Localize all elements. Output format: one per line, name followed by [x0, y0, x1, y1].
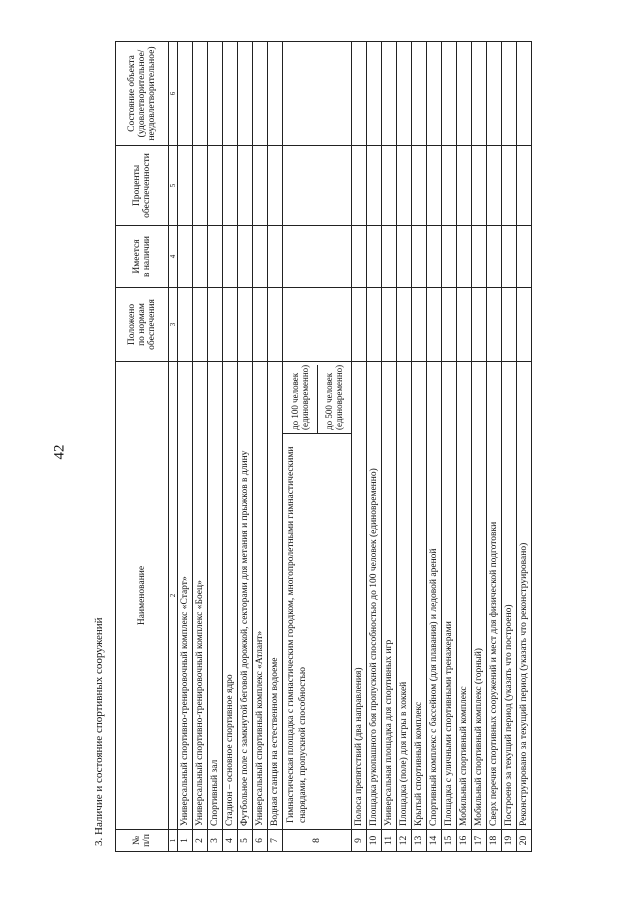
capacity-option: до 100 человек (единовременно)	[289, 364, 310, 430]
empty-value-cell	[442, 288, 457, 362]
header-cell: Имеется в наличии	[116, 226, 169, 288]
empty-value-cell	[208, 146, 223, 226]
table-row	[223, 42, 238, 852]
row-name: Гимнастическая площадка с гимнастическим городком, многопролетными гимнастическими снарядами, пропускной способностью	[286, 446, 308, 823]
empty-value-cell	[238, 146, 253, 226]
table-row	[427, 42, 442, 852]
empty-value-cell	[382, 288, 397, 362]
table-row	[193, 42, 208, 852]
empty-value-cell	[397, 288, 412, 362]
empty-value-cell	[283, 42, 352, 146]
empty-value-cell	[208, 226, 223, 288]
empty-value-cell	[427, 146, 442, 226]
empty-value-cell	[442, 42, 457, 146]
empty-value-cell	[442, 146, 457, 226]
empty-value-cell	[268, 288, 283, 362]
empty-value-cell	[223, 288, 238, 362]
empty-value-cell	[397, 42, 412, 146]
empty-value-cell	[193, 42, 208, 146]
row-name: Спортивный зал	[208, 362, 223, 830]
empty-value-cell	[502, 146, 517, 226]
row-number: 16	[457, 830, 472, 852]
empty-value-cell	[352, 288, 367, 362]
row-number: 20	[517, 830, 532, 852]
row-name: Площадка рукопашного боя пропускной способностью до 100 человек (единовременно)	[367, 362, 382, 830]
empty-value-cell	[382, 146, 397, 226]
row-number: 3	[208, 830, 223, 852]
empty-value-cell	[427, 226, 442, 288]
column-number-row	[169, 42, 178, 852]
empty-value-cell	[238, 288, 253, 362]
table-body	[178, 42, 532, 852]
row-name: Мобильный спортивный комплекс (горный)	[472, 362, 487, 830]
empty-value-cell	[268, 226, 283, 288]
empty-value-cell	[178, 42, 193, 146]
capacity-options	[283, 365, 351, 434]
row-name: Универсальный спортивно-тренировочный комплекс «Боец»	[193, 362, 208, 830]
table-row	[238, 42, 253, 852]
row-number: 7	[268, 830, 283, 852]
empty-value-cell	[208, 42, 223, 146]
column-number: 1	[169, 830, 178, 852]
empty-value-cell	[268, 146, 283, 226]
table-row	[397, 42, 412, 852]
page-number: 42	[51, 444, 68, 460]
row-name: Сверх перечня спортивных сооружений и мест для физической подготовки	[487, 362, 502, 830]
empty-value-cell	[427, 42, 442, 146]
column-number: 6	[169, 42, 178, 146]
row-number: 2	[193, 830, 208, 852]
empty-value-cell	[253, 146, 268, 226]
facilities-table	[115, 41, 532, 852]
empty-value-cell	[517, 42, 532, 146]
empty-value-cell	[412, 226, 427, 288]
row-number: 6	[253, 830, 268, 852]
empty-value-cell	[472, 42, 487, 146]
row-name: Полоса препятствий (два направления)	[352, 362, 367, 830]
empty-value-cell	[268, 42, 283, 146]
empty-value-cell	[457, 146, 472, 226]
row-name: Спортивный комплекс с бассейном (для плавания) и ледовой ареной	[427, 362, 442, 830]
table-header-row	[116, 42, 169, 852]
row-number: 18	[487, 830, 502, 852]
table-row	[472, 42, 487, 852]
column-number: 4	[169, 226, 178, 288]
column-number: 3	[169, 288, 178, 362]
table-row	[442, 42, 457, 852]
empty-value-cell	[442, 226, 457, 288]
table-row	[487, 42, 502, 852]
row-name-split-cell	[283, 362, 352, 830]
empty-value-cell	[502, 226, 517, 288]
row-number: 12	[397, 830, 412, 852]
row-number: 10	[367, 830, 382, 852]
empty-value-cell	[238, 226, 253, 288]
table-row	[412, 42, 427, 852]
empty-value-cell	[487, 288, 502, 362]
empty-value-cell	[397, 146, 412, 226]
empty-value-cell	[397, 226, 412, 288]
row-name: Водная станция на естественном водоеме	[268, 362, 283, 830]
empty-value-cell	[457, 288, 472, 362]
empty-value-cell	[457, 42, 472, 146]
empty-value-cell	[223, 226, 238, 288]
empty-value-cell	[253, 288, 268, 362]
empty-value-cell	[253, 42, 268, 146]
empty-value-cell	[352, 226, 367, 288]
empty-value-cell	[517, 226, 532, 288]
table-row	[208, 42, 223, 852]
empty-value-cell	[427, 288, 442, 362]
row-name: Реконструировано за текущий период (указать что реконструировано)	[517, 362, 532, 830]
empty-value-cell	[472, 146, 487, 226]
header-cell: № п/п	[116, 830, 169, 852]
empty-value-cell	[223, 42, 238, 146]
row-number: 19	[502, 830, 517, 852]
empty-value-cell	[208, 288, 223, 362]
table-row	[352, 42, 367, 852]
table-row	[367, 42, 382, 852]
empty-value-cell	[487, 226, 502, 288]
empty-value-cell	[502, 288, 517, 362]
empty-value-cell	[517, 288, 532, 362]
empty-value-cell	[472, 288, 487, 362]
table-row	[178, 42, 193, 852]
table-row	[268, 42, 283, 852]
row-name: Универсальная площадка для спортивных игр	[382, 362, 397, 830]
table-row	[253, 42, 268, 852]
empty-value-cell	[352, 146, 367, 226]
row-number: 14	[427, 830, 442, 852]
empty-value-cell	[178, 226, 193, 288]
row-name: Универсальный спортивный комплекс «Атлант»	[253, 362, 268, 830]
empty-value-cell	[283, 146, 352, 226]
empty-value-cell	[487, 42, 502, 146]
empty-value-cell	[412, 288, 427, 362]
table-row	[283, 42, 352, 852]
capacity-option: до 500 человек (единовременно)	[317, 365, 352, 433]
row-number: 17	[472, 830, 487, 852]
row-name: Стадион – основное спортивное ядро	[223, 362, 238, 830]
row-name: Площадка (поле) для игры в хоккей	[397, 362, 412, 830]
row-number: 8	[283, 830, 352, 852]
row-name: Мобильный спортивный комплекс	[457, 362, 472, 830]
empty-value-cell	[178, 288, 193, 362]
empty-value-cell	[367, 288, 382, 362]
row-number: 11	[382, 830, 397, 852]
column-number: 5	[169, 146, 178, 226]
empty-value-cell	[517, 146, 532, 226]
empty-value-cell	[238, 42, 253, 146]
empty-value-cell	[253, 226, 268, 288]
section-title: 3. Наличие и состояние спортивных сооружений	[93, 617, 105, 846]
empty-value-cell	[367, 146, 382, 226]
empty-value-cell	[412, 42, 427, 146]
header-cell: Проценты обеспеченности	[116, 146, 169, 226]
row-number: 13	[412, 830, 427, 852]
row-name: Крытый спортивный комплекс	[412, 362, 427, 830]
empty-value-cell	[502, 42, 517, 146]
empty-value-cell	[352, 42, 367, 146]
table-row	[382, 42, 397, 852]
header-cell: Наименование	[116, 362, 169, 830]
empty-value-cell	[193, 146, 208, 226]
row-number: 5	[238, 830, 253, 852]
split-wrapper	[283, 365, 351, 826]
empty-value-cell	[457, 226, 472, 288]
empty-value-cell	[412, 146, 427, 226]
row-number: 9	[352, 830, 367, 852]
row-name: Футбольное поле с замкнутой беговой дорожкой, секторами для метания и прыжков в длину	[238, 362, 253, 830]
row-name: Площадка с уличными спортивными тренажерами	[442, 362, 457, 830]
empty-value-cell	[193, 226, 208, 288]
row-number: 1	[178, 830, 193, 852]
table-row	[502, 42, 517, 852]
table-row	[457, 42, 472, 852]
empty-value-cell	[223, 146, 238, 226]
empty-value-cell	[382, 226, 397, 288]
row-name: Построено за текущий период (указать что построено)	[502, 362, 517, 830]
empty-value-cell	[178, 146, 193, 226]
column-number: 2	[169, 362, 178, 830]
header-cell: Положено по нормам обеспечения	[116, 288, 169, 362]
table-row	[517, 42, 532, 852]
empty-value-cell	[367, 42, 382, 146]
empty-value-cell	[283, 288, 352, 362]
empty-value-cell	[382, 42, 397, 146]
row-name: Универсальный спортивно-тренировочный комплекс «Старт»	[178, 362, 193, 830]
empty-value-cell	[193, 288, 208, 362]
row-number: 4	[223, 830, 238, 852]
row-number: 15	[442, 830, 457, 852]
empty-value-cell	[367, 226, 382, 288]
empty-value-cell	[487, 146, 502, 226]
header-cell: Состояние объекта (удовлетворительное/ неудовлетворительное)	[116, 42, 169, 146]
empty-value-cell	[472, 226, 487, 288]
empty-value-cell	[283, 226, 352, 288]
